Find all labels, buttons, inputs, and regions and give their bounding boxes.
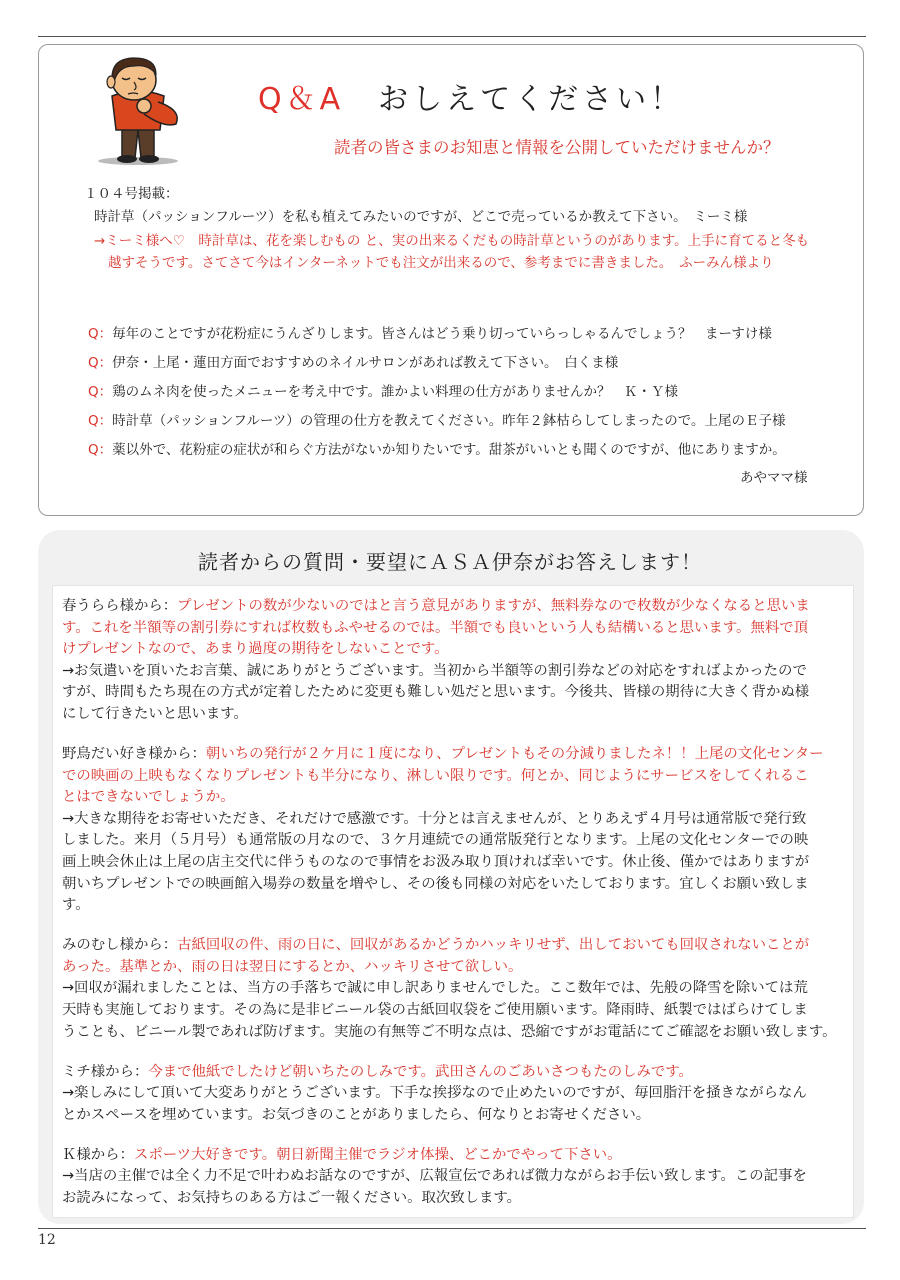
response-line xyxy=(62,787,235,807)
reader-comment: とはできないでしょうか。 xyxy=(62,789,235,806)
response-text: お読みになって、お気持ちのある方はご一報ください。取次致します。 xyxy=(62,1190,522,1206)
response-line xyxy=(62,830,808,850)
response-line xyxy=(62,1083,807,1103)
featured-question: 時計草（パッションフルーツ）を私も植えてみたいのですが、どこで売っているか教えて下さい。 ミーミ様 xyxy=(94,209,748,225)
response-line xyxy=(62,639,449,659)
response-text: みのむし様から： xyxy=(62,937,178,954)
question-text: 鶏のムネ肉を使ったメニューを考え中です。誰かよい料理の仕方がありませんか？ Ｋ・Ｙ様 xyxy=(112,384,679,400)
question-text: 時計草（パッションフルーツ）の管理の仕方を教えてください。昨年２鉢枯らしてしまったので。上尾のＥ子様 xyxy=(112,413,786,429)
response-line xyxy=(62,1145,622,1165)
question-text: 毎年のことですが花粉症にうんざりします。皆さんはどう乗り切っていらっしゃるんでしょう？ まーすけ様 xyxy=(112,326,772,342)
reader-comment: プレゼントの数が少ないのではと言う意見がありますが、無料券なので枚数が少なくなると思いま xyxy=(177,598,810,614)
response-text: 野鳥だい好き様から： xyxy=(62,746,206,762)
response-line xyxy=(62,978,808,998)
featured-answer-line: →ミーミ様へ♡ 時計草は、花を楽しむもの と、実の出来るくだもの時計草というのがあります。上手に育てると冬も xyxy=(94,233,810,249)
bottom-rule xyxy=(38,1228,866,1229)
reader-comment: す。これを半額等の割引券にすれば枚数もふやせるのでは。半額でも良いという人も結構いると思います。無料で頂 xyxy=(62,619,809,636)
question-item xyxy=(88,382,678,402)
response-line xyxy=(62,1000,808,1020)
qa-title-text: おしえてください！ xyxy=(378,82,685,117)
response-line xyxy=(62,766,809,786)
response-text: →当店の主催では全く力不足で叶わぬお話なのですが、広報宣伝であれば微力ながらお手伝い致します。この記事を xyxy=(62,1168,807,1185)
thinking-man-illustration xyxy=(78,50,218,168)
response-line xyxy=(62,1062,693,1082)
qa-title xyxy=(258,74,684,118)
response-text: 朝いちプレゼントでの映画館入場券の数量を増やし、その後も同様の対応をいたしております。宜しくお願い致しま xyxy=(62,875,809,892)
response-line xyxy=(62,704,248,724)
response-line xyxy=(62,744,824,764)
question-prefix: Q： xyxy=(88,384,113,400)
response-text: す。 xyxy=(62,897,90,914)
response-text: しました。来月（５月号）も通常版の月なので、３ケ月連続での通常版発行となります。上尾の文化センターでの映 xyxy=(62,832,809,849)
response-text: とかスペースを埋めています。お気づきのことがありましたら、何なりとお寄せください。 xyxy=(62,1106,651,1123)
response-text: Ｋ様から： xyxy=(62,1146,134,1163)
response-line xyxy=(62,682,809,702)
qa-title-mark: Q＆A xyxy=(258,82,345,117)
response-text: →回収が漏れましたことは、当方の手落ちで誠に申し訳ありませんでした。ここ数年では、先般の降雪を除いては荒 xyxy=(62,980,808,997)
reader-comment: あった。基準とか、雨の日は翌日にするとか、ハッキリさせて欲しい。 xyxy=(62,958,523,975)
response-text: 画上映会休止は上尾の店主交代に伴うものなので事情をお汲み取り頂ければ幸いです。休止後、僅かではありますが xyxy=(62,854,810,870)
question-item xyxy=(88,353,618,373)
question-item xyxy=(88,440,786,460)
reader-comment: 古紙回収の件、雨の日に、回収があるかどうかハッキリせず、出しておいても回収されないことが xyxy=(177,937,810,954)
response-text: すが、時間もたち現在の方式が定着したために変更も難しい処だと思います。今後共、皆様の期待に大きく背かぬ様 xyxy=(62,684,810,701)
qa-subtitle: 読者の皆さまのお知恵と情報を公開していただけませんか？ xyxy=(334,138,780,157)
question-prefix: Q： xyxy=(88,413,113,429)
response-line xyxy=(62,618,808,638)
question-prefix: Q： xyxy=(88,326,113,342)
question-prefix: Q： xyxy=(88,442,113,458)
question-text: 薬以外で、花粉症の症状が和らぐ方法がないか知りたいです。甜茶がいいとも聞くのですが、他にありますか。 xyxy=(112,442,786,458)
reader-comment: スポーツ大好きです。朝日新聞主催でラジオ体操、どこかでやって下さい。 xyxy=(133,1146,622,1163)
response-line xyxy=(62,852,809,872)
response-line xyxy=(62,935,809,955)
response-line xyxy=(62,1166,807,1186)
question-item xyxy=(88,411,786,431)
question-signature: あやママ様 xyxy=(740,470,808,486)
question-prefix: Q： xyxy=(88,355,113,371)
featured-answer-line: 越すそうです。さてさて今はインターネットでも注文が出来るので、参考までに書きました。 ふーみん様より xyxy=(108,255,774,271)
response-text: →大きな期待をお寄せいただき、それだけで感激です。十分とは言えませんが、とりあえず４月号は通常版で発行致 xyxy=(62,810,807,827)
response-line xyxy=(62,1188,521,1208)
response-line xyxy=(62,661,807,681)
response-line xyxy=(62,809,806,829)
question-item xyxy=(88,324,772,344)
reader-comment: 今まで他紙でしたけど朝いちたのしみです。武田さんのごあいさつもたのしみです。 xyxy=(148,1063,693,1080)
reader-comment: けプレゼントなので、あまり過度の期待をしないことです。 xyxy=(62,641,449,658)
response-line xyxy=(62,895,90,915)
response-text: にして行きたいと思います。 xyxy=(62,706,248,722)
response-line xyxy=(62,957,522,977)
question-text: 伊奈・上尾・蓮田方面でおすすめのネイルサロンがあれば教えて下さい。 白くま様 xyxy=(112,355,619,371)
page-number: 12 xyxy=(38,1232,56,1248)
issue-label: １０４号掲載： xyxy=(84,186,179,202)
top-rule xyxy=(38,36,866,37)
reader-comment: 朝いちの発行が２ケ月に１度になり、プレゼントもその分減りましたネ！！上尾の文化センター xyxy=(205,746,824,762)
response-line xyxy=(62,1022,837,1042)
response-text: ミチ様から： xyxy=(62,1063,149,1080)
reader-comment: での映画の上映もなくなりプレゼントも半分になり、淋しい限りです。何とか、同じようにサービスをしてくれるこ xyxy=(62,767,809,784)
response-text: 春うらら様から： xyxy=(62,598,178,614)
response-text: →楽しみにして頂いて大変ありがとうございます。下手な挨拶なので止めたいのですが、毎回脂汗を掻きながらなん xyxy=(62,1085,807,1102)
response-line xyxy=(62,874,809,894)
response-text: →お気遣いを頂いたお言葉、誠にありがとうございます。当初から半額等の割引券などの対応をすればよかったので xyxy=(62,662,807,679)
response-text: 天時も実施しております。その為に是非ビニール袋の古紙回収袋をご使用願います。降雨時、紙製ではばらけてしま xyxy=(62,1002,808,1018)
response-line xyxy=(62,596,810,616)
response-title: 読者からの質問・要望にＡＳＡ伊奈がお答えします！ xyxy=(198,550,702,574)
response-line xyxy=(62,1105,650,1125)
response-text: うことも、ビニール製であれば防げます。実施の有無等ご不明な点は、恐縮ですがお電話にてご確認をお願い致します。 xyxy=(62,1023,837,1040)
